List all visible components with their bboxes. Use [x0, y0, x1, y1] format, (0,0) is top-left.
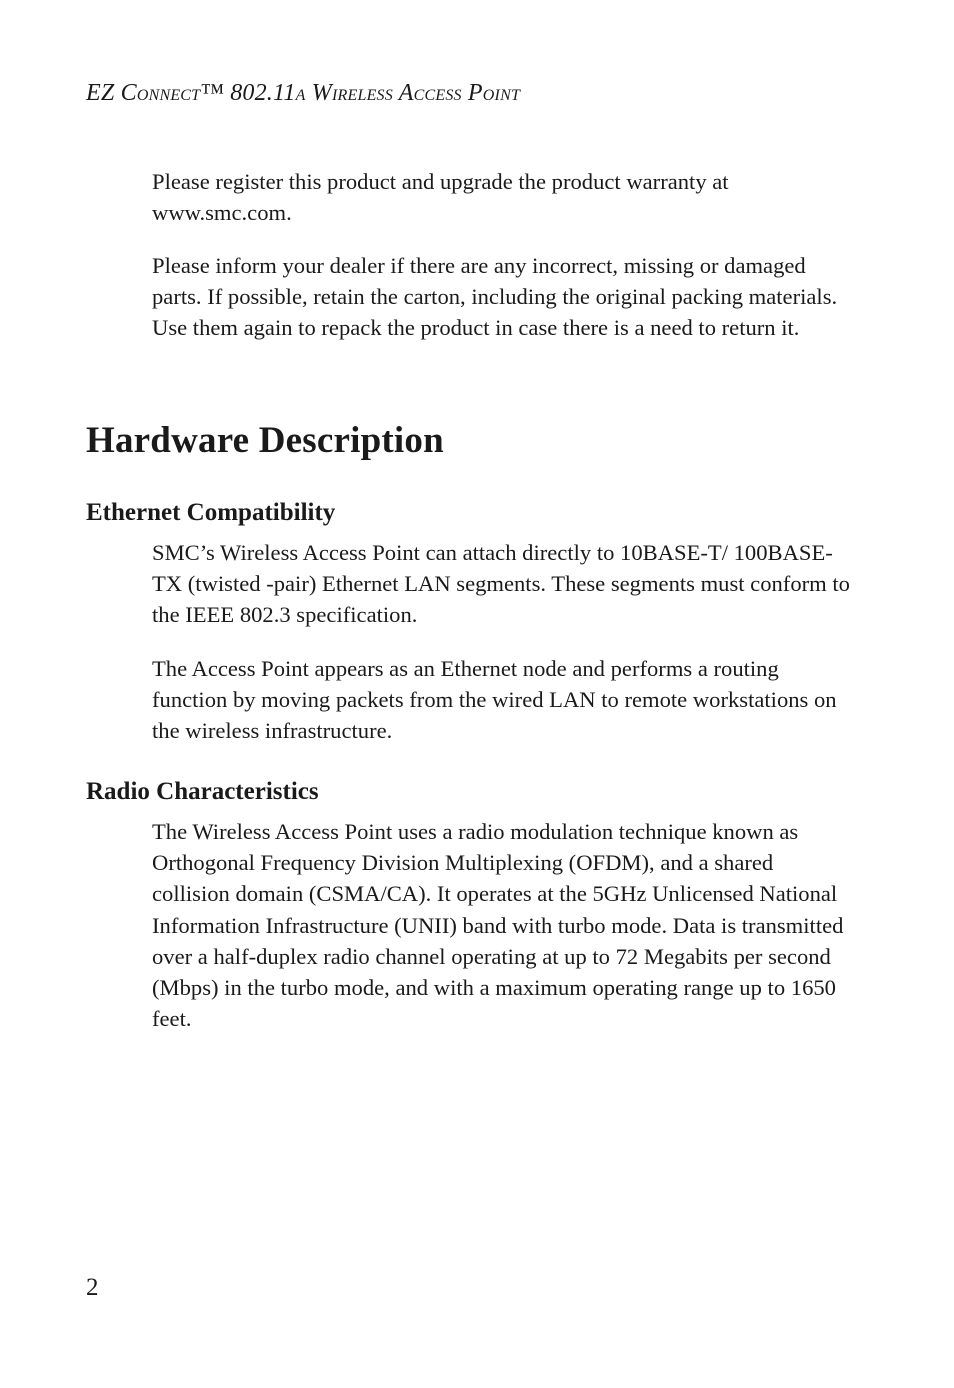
header-text: OINT — [482, 87, 521, 104]
subsection-title: Radio Characteristics — [86, 778, 319, 805]
header-text: EZ C — [86, 80, 137, 106]
header-text: A — [295, 87, 306, 104]
intro-paragraph: Please register this product and upgrade the product warranty at www.smc.com. — [152, 169, 729, 226]
section-paragraph: The Access Point appears as an Ethernet node and performs a routing function by moving packets from the wired LAN to remote workstations on the wireless infrastructure. — [152, 656, 837, 744]
section-paragraph: The Wireless Access Point uses a radio modulation technique known as Orthogonal Frequency Division Multiplexing (OFDM), and a shared collision domain (CSMA/CA). It operates at the 5GHz Unlicensed National Information Infrastructure (UNII) band with turbo mode. Data is transmitted over a half-duplex radio channel operating at up to 72 Megabits per second (Mbps) in the turbo mode, and with a maximum operating range up to 1650 feet. — [152, 819, 844, 1032]
section-paragraph: SMC’s Wireless Access Point can attach directly to 10BASE-T/ 100BASE-TX (twisted -pair) Ethernet LAN segments. These segments must conform to the IEEE 802.3 specification. — [152, 540, 850, 628]
intro-paragraph: Please inform your dealer if there are any incorrect, missing or damaged parts. If possible, retain the carton, including the original packing materials. Use them again to repack the product in case there is a need to return it. — [152, 253, 838, 341]
page-number: 2 — [86, 1274, 99, 1301]
header-text: IRELESS — [332, 87, 393, 104]
header-text: ONNECT — [136, 87, 201, 104]
header-text: W — [305, 80, 333, 106]
subsection-title: Ethernet Compatibility — [86, 499, 336, 526]
header-text: P — [461, 80, 483, 106]
running-header — [86, 80, 520, 107]
header-text: A — [392, 80, 414, 106]
section-title: Hardware Description — [86, 420, 444, 461]
header-text: ™ 802.11 — [200, 80, 296, 106]
header-text: CCESS — [413, 87, 462, 104]
